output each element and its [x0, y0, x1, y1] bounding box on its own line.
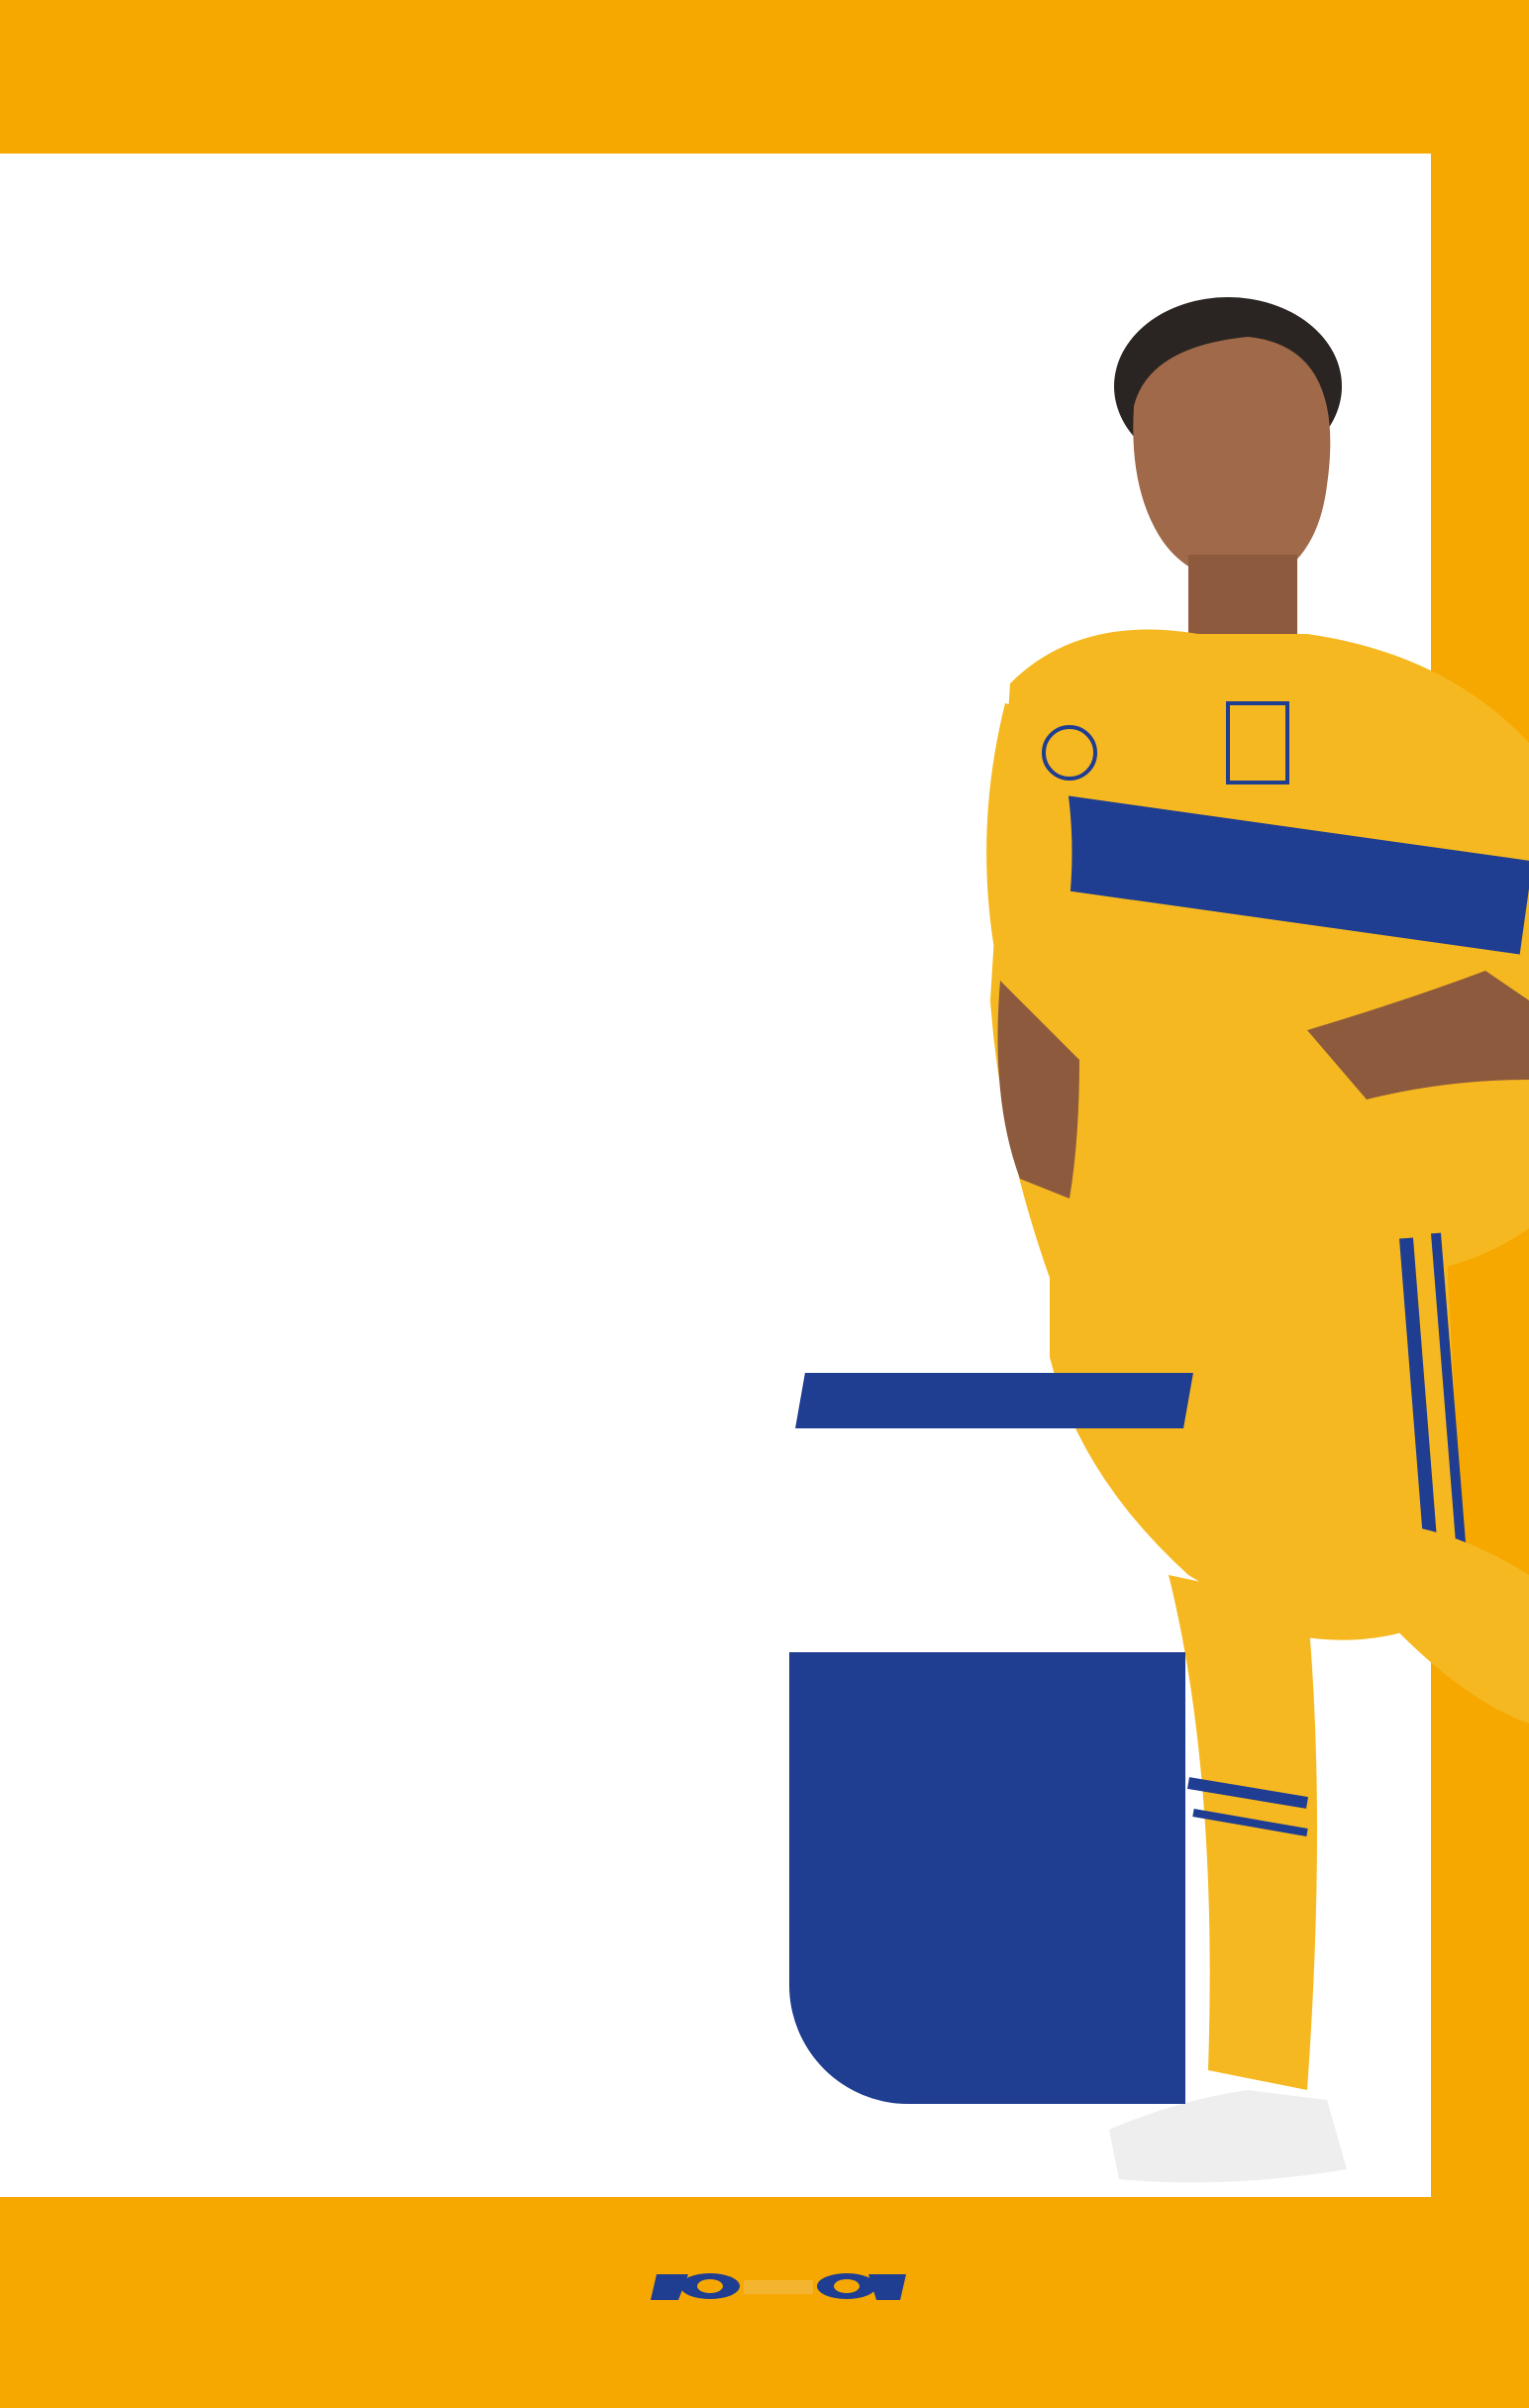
tiger-logo-icon: [649, 2266, 908, 2308]
stats-box: [789, 1652, 1185, 2104]
article-body: [99, 830, 738, 961]
photo-caption: [800, 1373, 1188, 1428]
